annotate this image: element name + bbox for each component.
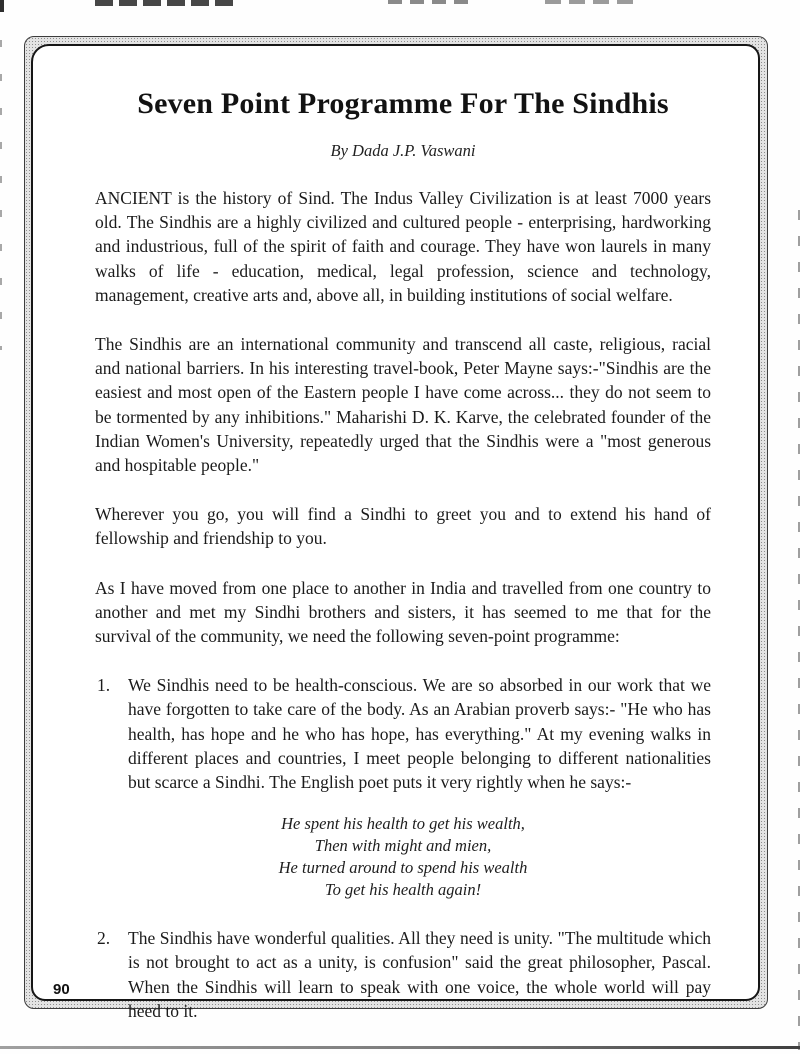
list-item-1	[95, 673, 711, 794]
list-item-2-text: The Sindhis have wonderful qualities. All they need is unity. "The multitude which is not brought to act as a unity, is confusion" said the great philosopher, Pascal. When the Sindhis will learn to speak with one voice, the whole world will pay heed to it.	[128, 928, 711, 1021]
scan-artifact-left-edge	[0, 40, 2, 350]
byline: By Dada J.P. Vaswani	[330, 141, 476, 160]
paragraph-community: The Sindhis are an international community and transcend all caste, religious, racial and national barriers. In his interesting travel-book, Peter Mayne says:-"Sindhis are the easiest and most open of the Eastern people I have come across... they do not seem to be tormented by any inhibitions." Maharishi D. K. Karve, the celebrated founder of the Indian Women's University, repeatedly urged that the Sindhis were a "most generous and hospitable people."	[95, 334, 711, 476]
scan-artifact-top-left	[95, 0, 235, 6]
page-number: 90	[53, 981, 70, 998]
paragraph-programme-lead: As I have moved from one place to another in India and travelled from one country to another and met my Sindhi brothers and sisters, it has seemed to me that for the survival of the community, we need the following seven-point programme:	[95, 577, 711, 647]
scan-artifact-top-middle	[388, 0, 473, 4]
poem-line-2: Then with might and mien,	[314, 836, 492, 856]
poem-line-3: He turned around to spend his wealth	[278, 858, 528, 878]
paragraph-wherever: Wherever you go, you will find a Sindhi to greet you and to extend his hand of fellowship and friendship to you.	[95, 504, 711, 549]
scan-artifact-corner	[0, 0, 4, 12]
list-item-2-number: 2.	[97, 928, 111, 949]
poem-quote	[95, 813, 711, 901]
scan-artifact-top-right	[545, 0, 640, 4]
list-item-1-text: We Sindhis need to be health-conscious. We are so absorbed in our work that we have forgotten to take care of the body. As an Arabian proverb says:- "He who has health, has hope and he who has hope, has everything." At my evening walks in different places and countries, I meet people belonging to different nationalities but scarce a Sindhi. The English poet puts it very rightly when he says:-	[128, 675, 711, 793]
page-title: Seven Point Programme For The Sindhis	[137, 87, 669, 120]
scan-artifact-bottom-edge	[0, 1046, 800, 1049]
document-content	[95, 86, 711, 1023]
list-item-2	[95, 926, 711, 1023]
poem-line-1: He spent his health to get his wealth,	[281, 814, 525, 834]
paragraph-intro: ANCIENT is the history of Sind. The Indus Valley Civilization is at least 7000 years old. The Sindhis are a highly civilized and cultured people - enterprising, hardworking and industrious, full of the spirit of faith and courage. They have won laurels in many walks of life - education, medical, legal profession, science and technology, management, creative arts and, above all, in building institutions of social welfare.	[95, 188, 711, 305]
poem-line-4: To get his health again!	[324, 880, 482, 900]
list-item-1-number: 1.	[97, 675, 111, 696]
